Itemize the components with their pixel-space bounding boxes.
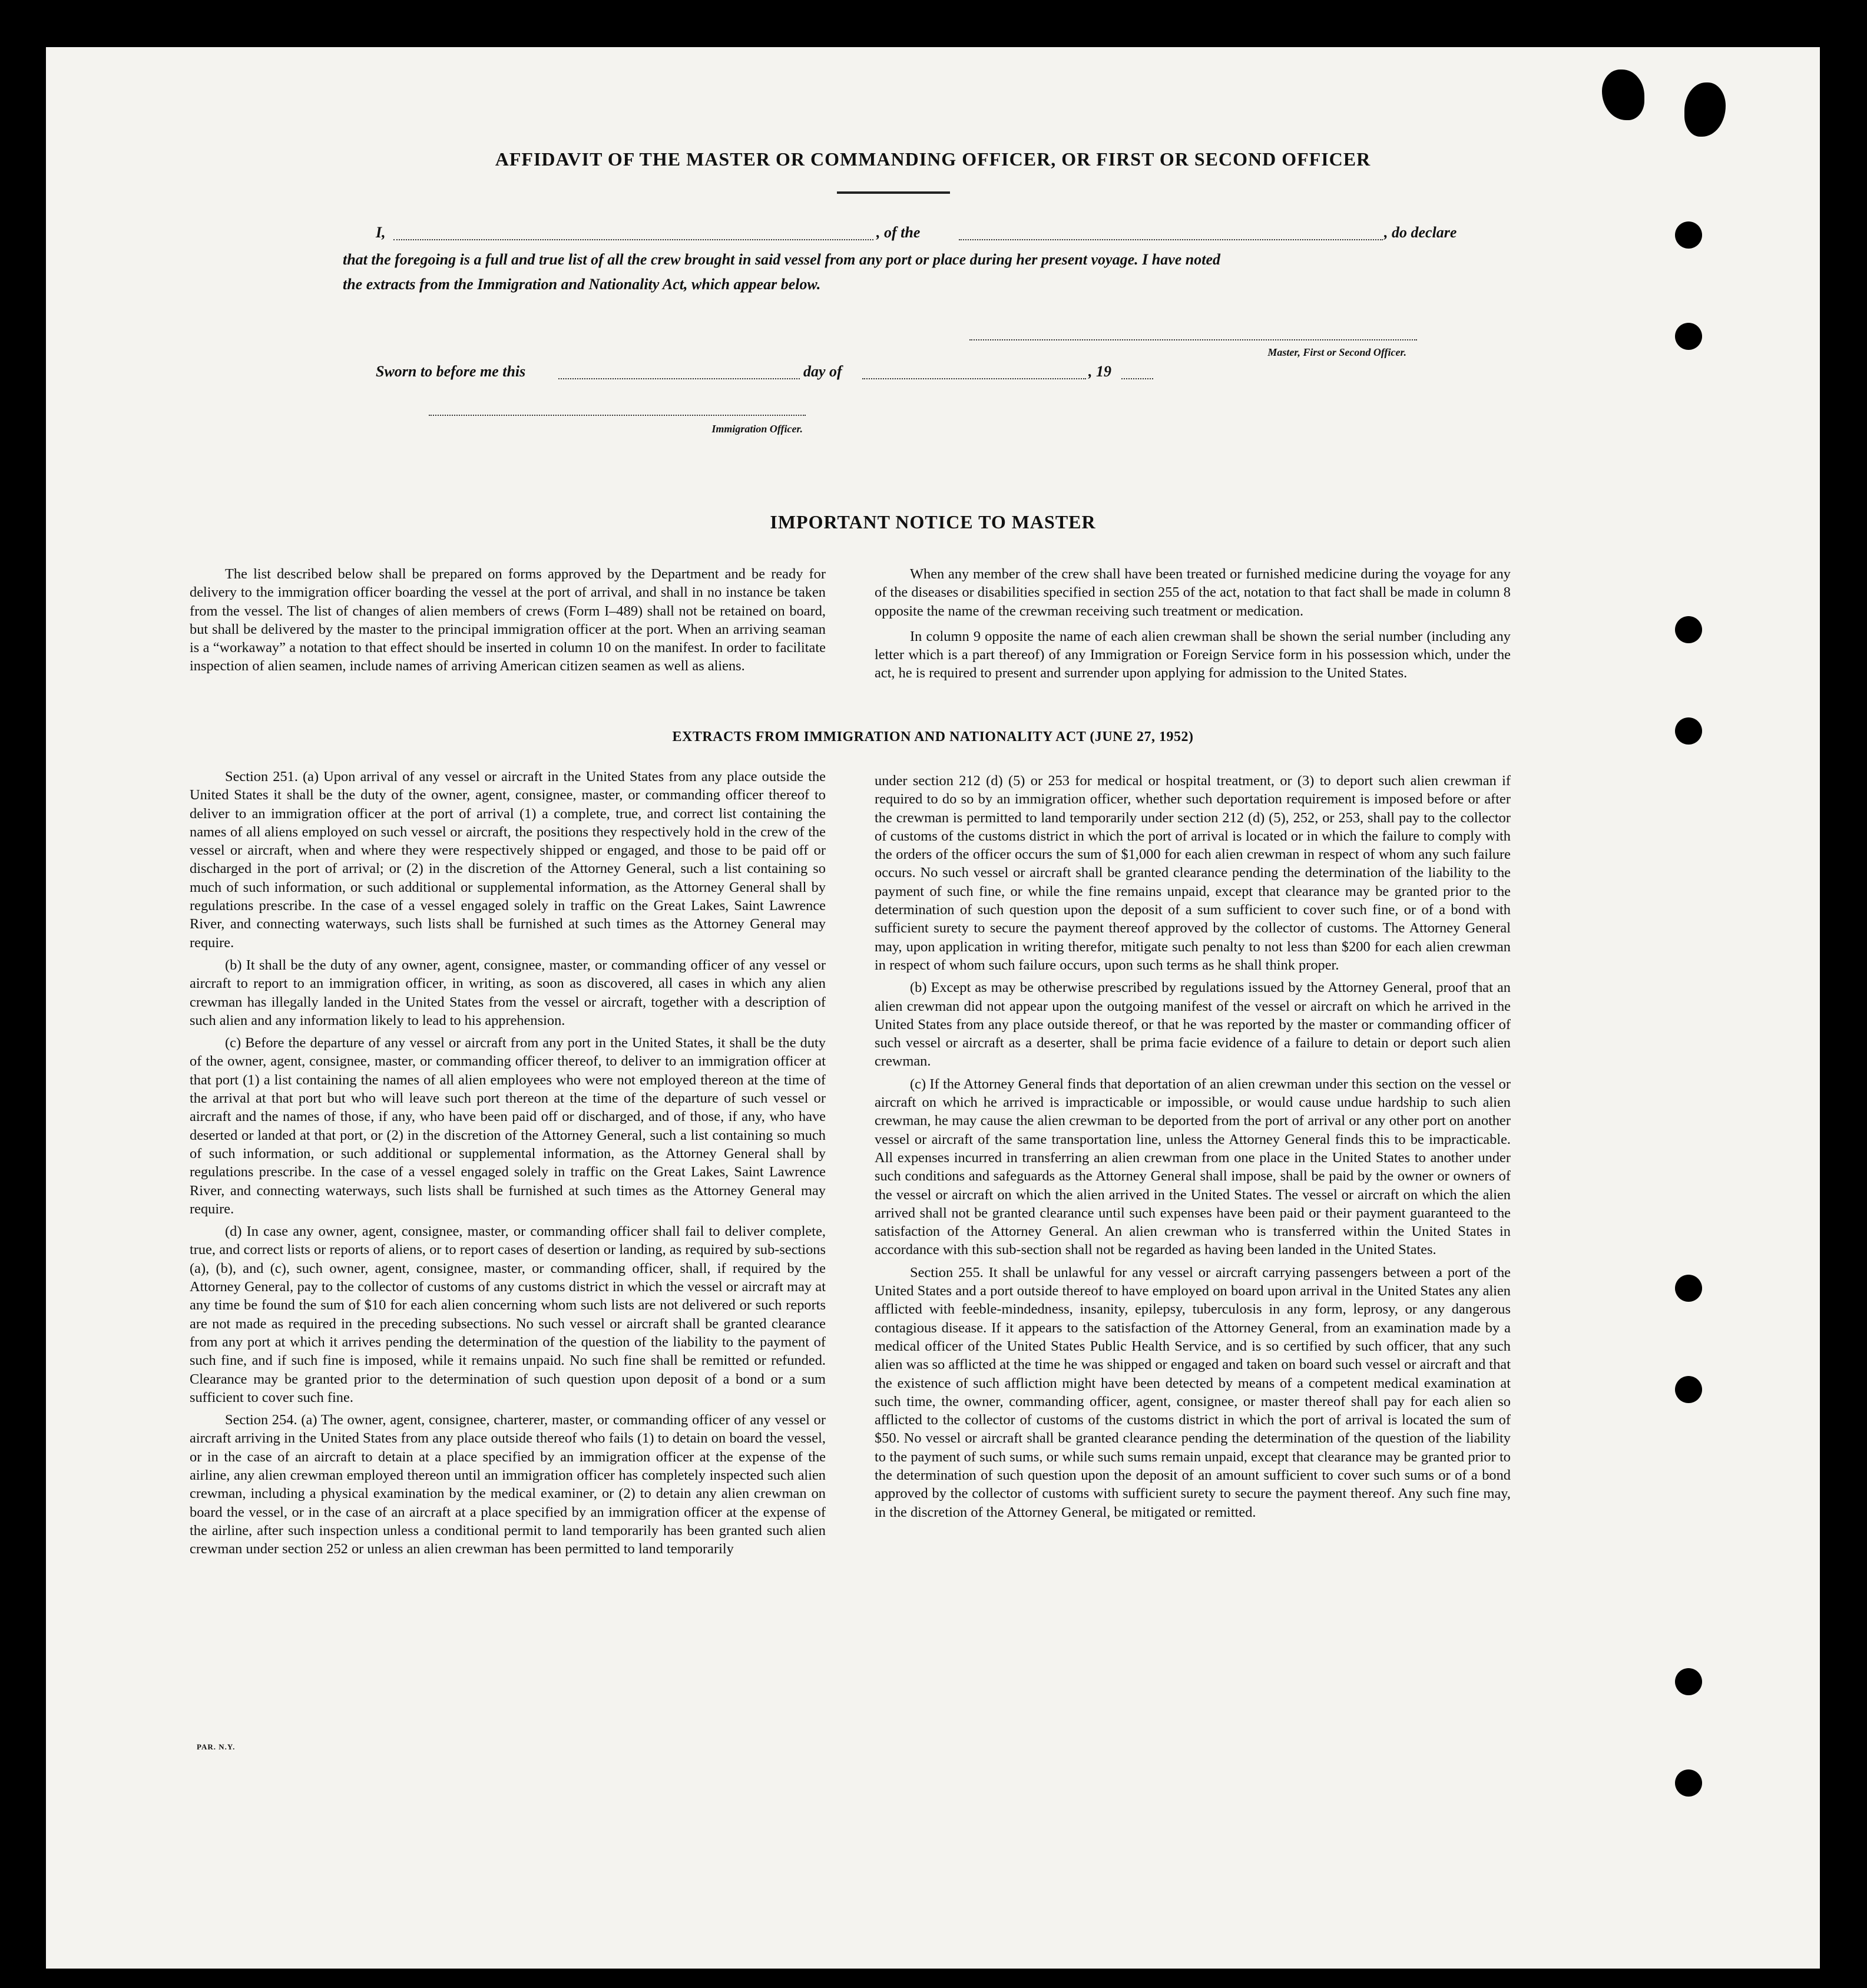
punch-hole bbox=[1675, 1275, 1702, 1302]
notice-title: IMPORTANT NOTICE TO MASTER bbox=[770, 511, 1096, 532]
extracts-right-column bbox=[875, 772, 1511, 1521]
title-underline bbox=[837, 191, 950, 194]
declaration-text-1: that the foregoing is a full and true list of all the crew brought in said vessel from any port or place during her present voyage. I have noted bbox=[343, 251, 1221, 268]
vessel-field[interactable] bbox=[959, 239, 1383, 240]
notice-right-paragraph-2: In column 9 opposite the name of each alien crewman shall be shown the serial number (including any letter which is a part thereof) of any Immigration or Foreign Service form in his possession which, under the act, he is required to present and surrender upon applying for admission to the United States. bbox=[875, 628, 1511, 682]
declaration-line bbox=[376, 224, 1495, 247]
i-label: I, bbox=[376, 224, 386, 241]
year-label: , 19 bbox=[1088, 363, 1111, 380]
sworn-day-field[interactable] bbox=[558, 378, 800, 379]
document-page bbox=[46, 47, 1820, 1969]
notice-left-paragraph: The list described below shall be prepared on forms approved by the Department and be ready for delivery to the immigration officer boarding the vessel at the port of arrival, and shall in no instance be taken from the vessel. The list of changes of alien members of crews (Form I–489) shall not be retained on board, but shall be delivered by the master to the principal immigration officer at the port. When an arriving seaman is a “workaway” a notation to that effect should be inserted in column 10 on the manifest. In order to facilitate inspection of alien seamen, include names of arriving American citizen seamen as well as aliens. bbox=[190, 566, 826, 674]
section-254-c: (c) If the Attorney General finds that deportation of an alien crewman under this section on the vessel or aircraft on which he arrived is impracticable or impossible, or would cause undue hardship to such alien crewman, he may cause the alien crewman to be deported from the port of arrival or any other port on another vessel or aircraft of the same transportation line, unless the Attorney General finds this to be impracticable. All expenses incurred in transferring an alien crewman from one place in the United States to another under such conditions and safeguards as the Attorney General shall impose, shall be paid by the owner or owners of the vessel or aircraft on which the alien arrived in the United States. The vessel or aircraft on which the alien arrived shall not be granted clearance until such expenses have been paid or their payment guaranteed to the satisfaction of the Attorney General. An alien crewman who is transferred within the United States in accordance with this sub-section shall not be regarded as having been landed in the United States. bbox=[875, 1076, 1511, 1258]
punch-hole bbox=[1675, 1668, 1702, 1695]
punch-hole bbox=[1675, 1376, 1702, 1403]
punch-hole bbox=[1675, 1769, 1702, 1797]
punch-hole bbox=[1675, 221, 1702, 249]
immigration-officer-signature-field[interactable] bbox=[429, 415, 806, 416]
day-of-label: day of bbox=[803, 363, 842, 380]
name-field[interactable] bbox=[393, 239, 873, 240]
immigration-officer-label: Immigration Officer. bbox=[711, 423, 803, 435]
sworn-label: Sworn to before me this bbox=[376, 363, 526, 380]
sworn-year-field[interactable] bbox=[1121, 378, 1153, 379]
section-251-c: (c) Before the departure of any vessel or aircraft from any port in the United States, it shall be the duty of the owner, agent, consignee, master, or commanding officer thereof, to deliver to an immigration officer at that port (1) a list containing the names of all alien employees who were not employed thereon at the time of the arrival at that port but who will leave such port thereon at the time of the departure of such vessel or aircraft and the names of those, if any, who have been paid off or discharged, and of those, if any, who have deserted or landed at that port, or (2) in the discretion of the Attorney General, such a list containing so much of such information, or such additional or supplemental information, as the Attorney General shall by regulations prescribe. In the case of a vessel engaged solely in traffic on the Great Lakes, Saint Lawrence River, and connecting waterways, such lists shall be furnished at such times as the Attorney General may require. bbox=[190, 1035, 826, 1217]
master-signature-field[interactable] bbox=[969, 339, 1417, 340]
punch-hole bbox=[1675, 717, 1702, 745]
printer-mark: PAR. N.Y. bbox=[197, 1742, 236, 1751]
notice-right-column bbox=[875, 565, 1511, 683]
notice-right-paragraph-1: When any member of the crew shall have been treated or furnished medicine during the voyage for any of the diseases or disabilities specified in section 255 of the act, notation to that fact shall be made in column 8 opposite the name of the crewman receiving such treatment or medication. bbox=[875, 566, 1511, 619]
sworn-month-field[interactable] bbox=[862, 378, 1086, 379]
punch-hole bbox=[1675, 616, 1702, 643]
punch-hole bbox=[1675, 323, 1702, 350]
declaration-text-2: the extracts from the Immigration and Nationality Act, which appear below. bbox=[343, 276, 821, 293]
do-declare-label: , do declare bbox=[1384, 224, 1457, 241]
section-254-b: (b) Except as may be otherwise prescribed by regulations issued by the Attorney General, proof that an alien crewman did not appear upon the outgoing manifest of the vessel or aircraft on which he arrived in the United States from any place outside thereof, or that he was reported by the master or commanding officer of such vessel or aircraft as a deserter, shall be prima facie evidence of a failure to detain or deport such alien crewman. bbox=[875, 980, 1511, 1070]
section-255: Section 255. It shall be unlawful for any vessel or aircraft carrying passengers between a port of the United States and a port outside thereof to have employed on board upon arrival in the United States any alien afflicted with feeble-mindedness, insanity, epilepsy, tuberculosis in any form, leprosy, or any dangerous contagious disease. If it appears to the satisfaction of the Attorney General, from an examination made by a medical officer of the United States Public Health Service, and is so certified by such officer, that any such alien was so afflicted at the time he was shipped or engaged and taken on board such vessel or aircraft and that the existence of such affliction might have been detected by means of a competent medical examination at such time, the owner, commanding officer, agent, consignee, or master thereof shall pay for each alien so afflicted to the collector of customs of the customs district in which the port of arrival is located the sum of $50. No vessel or aircraft shall be granted clearance pending the determination of the question of the liability to the payment of such sums, or while such sums remain unpaid, except that clearance may be granted prior to the determination of such question upon the deposit of an amount sufficient to cover such sums or of a bond approved by the collector of customs with sufficient surety to secure the payment thereof. Any such fine may, in the discretion of the Attorney General, be mitigated or remitted. bbox=[875, 1264, 1511, 1520]
section-251-b: (b) It shall be the duty of any owner, agent, consignee, master, or commanding officer of any vessel or aircraft to report to an immigration officer, in writing, as soon as discovered, all cases in which any alien crewman has illegally landed in the United States from the vessel or aircraft, together with a description of such alien and any information likely to lead to his apprehension. bbox=[190, 957, 826, 1028]
master-signature-label: Master, First or Second Officer. bbox=[1267, 346, 1406, 358]
section-254-a: Section 254. (a) The owner, agent, consignee, charterer, master, or commanding officer of any vessel or aircraft arriving in the United States from any place outside thereof who fails (1) to detain on board the vessel, or in the case of an aircraft to detain at a place specified by an immigration officer at the expense of the airline, any alien crewman employed thereon until an immigration officer has completely inspected such alien crewman, including a physical examination by the medical examiner, or (2) to detain any alien crewman on board the vessel, or in the case of an aircraft at a place specified by an immigration officer at the expense of the airline, after such inspection unless a conditional permit to land temporarily has been granted such alien crewman under section 252 or unless an alien crewman has been permitted to land temporarily bbox=[190, 1412, 826, 1557]
of-the-label: , of the bbox=[876, 224, 921, 241]
notice-left-column bbox=[190, 565, 826, 676]
extracts-title: EXTRACTS FROM IMMIGRATION AND NATIONALITY ACT (JUNE 27, 1952) bbox=[672, 729, 1194, 745]
extracts-left-column bbox=[190, 768, 826, 1558]
section-251-d: (d) In case any owner, agent, consignee, master, or commanding officer shall fail to deliver complete, true, and correct lists or reports of aliens, or to report cases of desertion or landing, as required by sub-sections (a), (b), and (c), such owner, agent, consignee, master, or commanding officer, shall, if required by the Attorney General, pay to the collector of customs of any customs district in which the vessel or aircraft may at any time be found the sum of $10 for each alien concerning whom such lists are not delivered or such reports are not made as required in the preceding subsections. No such vessel or aircraft shall be granted clearance from any port at which it arrives pending the determination of the question of the liability to the payment of such fine, and if such fine is imposed, while it remains unpaid. No such fine shall be remitted or refunded. Clearance may be granted prior to the determination of such question upon deposit of a bond or a sum sufficient to cover such fine. bbox=[190, 1223, 826, 1405]
section-254-a-continued: under section 212 (d) (5) or 253 for medical or hospital treatment, or (3) to deport such alien crewman if required to do so by an immigration officer, whether such deportation requirement is imposed before or after the crewman is permitted to land temporarily under section 212 (d) (5), 252, or 253, shall pay to the collector of customs of the customs district in which the port of arrival is located or in which the failure to comply with the orders of the officer occurs the sum of $1,000 for each alien crewman in respect of whom any such failure occurs. No such vessel or aircraft shall be granted clearance pending the determination of the liability to the payment of such fine, or while the fine remains unpaid, except that clearance may be granted prior to the determination of such question upon the deposit of a sum sufficient to cover such fine, or of a bond with sufficient surety to secure the payment thereof approved by the collector of customs. The Attorney General may, upon application in writing therefor, mitigate such penalty to not less than $200 for each alien crewman in respect of whom such failure occurs, upon such terms as he shall think proper. bbox=[875, 773, 1511, 973]
sworn-line bbox=[376, 363, 1200, 386]
affidavit-title: AFFIDAVIT OF THE MASTER OR COMMANDING OFFICER, OR FIRST OR SECOND OFFICER bbox=[495, 148, 1371, 170]
section-251-a: Section 251. (a) Upon arrival of any vessel or aircraft in the United States from any place outside the United States it shall be the duty of the owner, agent, consignee, master, or commanding officer thereof to deliver to an immigration officer at the port of arrival (1) a complete, true, and correct list containing the names of all aliens employed on such vessel or aircraft, the positions they respectively hold in the crew of the vessel or aircraft, when and where they were respectively shipped or engaged, and those to be paid off or discharged in the port of arrival; or (2) in the discretion of the Attorney General, such a list containing so much of such information, or such additional or supplemental information, as the Attorney General shall by regulations prescribe. In the case of a vessel engaged solely in traffic on the Great Lakes, Saint Lawrence River, and connecting waterways, such lists shall be furnished at such times as the Attorney General may require. bbox=[190, 769, 826, 951]
